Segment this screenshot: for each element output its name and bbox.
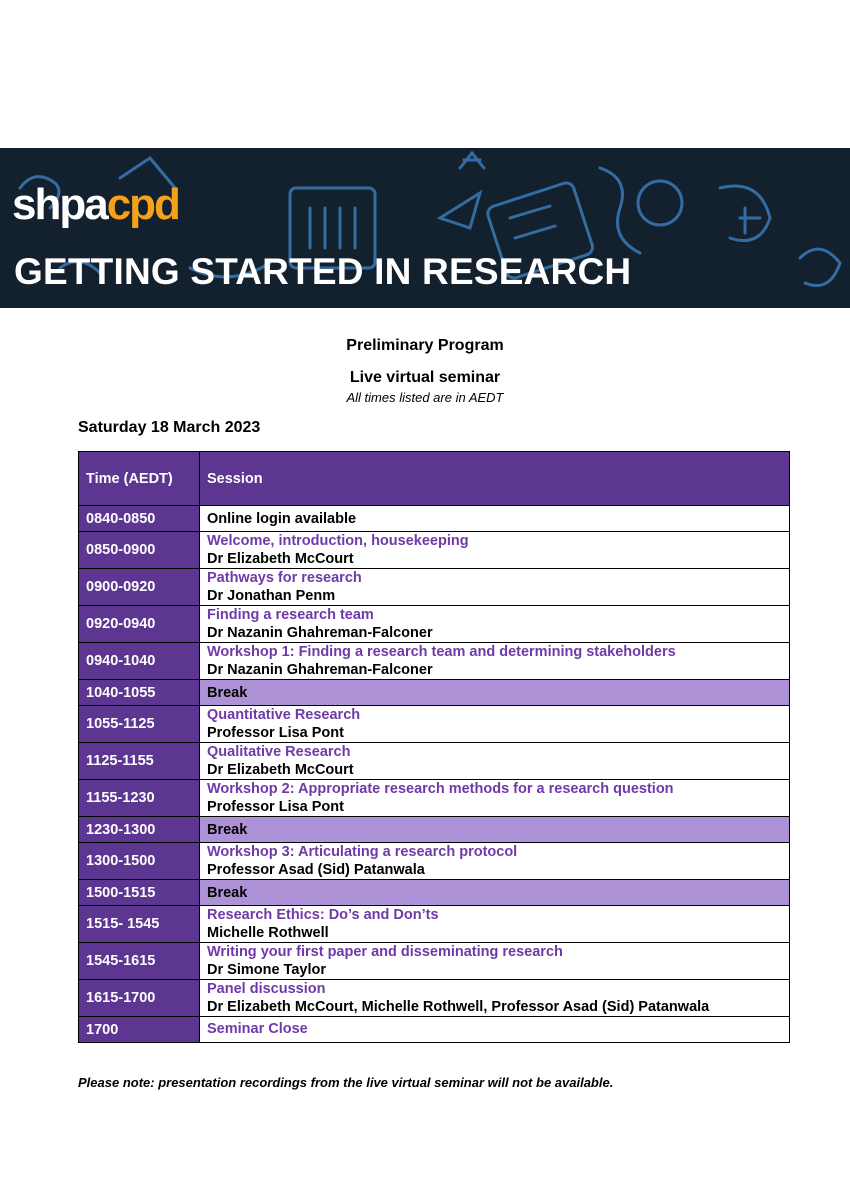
table-row xyxy=(79,980,790,1017)
session-time: 1155-1230 xyxy=(79,780,200,817)
logo-text-cpd: cpd xyxy=(106,180,179,229)
session-title: Workshop 1: Finding a research team and determining stakeholders xyxy=(207,643,676,660)
session-title: Finding a research team xyxy=(207,606,374,623)
program-title: Preliminary Program xyxy=(346,337,504,354)
table-header-row xyxy=(79,452,790,506)
session-time: 0940-1040 xyxy=(79,643,200,680)
table-row xyxy=(79,532,790,569)
session-cell xyxy=(200,906,790,943)
session-time: 1500-1515 xyxy=(79,880,200,906)
session-title: Welcome, introduction, housekeeping xyxy=(207,532,469,549)
session-speaker: Dr Nazanin Ghahreman-Falconer xyxy=(207,624,433,641)
table-row xyxy=(79,943,790,980)
seminar-format: Live virtual seminar xyxy=(349,369,501,386)
session-cell xyxy=(200,606,790,643)
session-title: Panel discussion xyxy=(207,980,326,997)
table-row xyxy=(79,743,790,780)
session-cell xyxy=(200,743,790,780)
session-time: 1125-1155 xyxy=(79,743,200,780)
session-cell xyxy=(200,780,790,817)
session-cell xyxy=(200,1017,790,1043)
table-row xyxy=(79,880,790,906)
column-header-time: Time (AEDT) xyxy=(79,452,200,506)
session-time: 1230-1300 xyxy=(79,817,200,843)
session-speaker: Dr Jonathan Penm xyxy=(207,587,336,604)
session-cell xyxy=(200,706,790,743)
shpacpd-logo xyxy=(12,180,179,230)
session-cell xyxy=(200,943,790,980)
timezone-note: All times listed are in AEDT xyxy=(346,390,504,405)
program-table-body xyxy=(79,506,790,1043)
break-label: Break xyxy=(200,880,790,906)
session-title: Quantitative Research xyxy=(207,706,361,723)
session-cell xyxy=(200,980,790,1017)
session-time: 1545-1615 xyxy=(79,943,200,980)
session-title: Pathways for research xyxy=(207,569,362,586)
session-speaker: Professor Lisa Pont xyxy=(207,798,344,815)
event-date: Saturday 18 March 2023 xyxy=(78,419,261,436)
session-time: 1615-1700 xyxy=(79,980,200,1017)
table-row xyxy=(79,643,790,680)
session-time: 1055-1125 xyxy=(79,706,200,743)
session-time: 1515- 1545 xyxy=(79,906,200,943)
session-speaker: Dr Elizabeth McCourt, Michelle Rothwell, Professor Asad (Sid) Patanwala xyxy=(207,998,710,1015)
session-speaker: Professor Lisa Pont xyxy=(207,724,344,741)
session-cell xyxy=(200,532,790,569)
session-cell xyxy=(200,569,790,606)
table-row xyxy=(79,680,790,706)
session-speaker: Professor Asad (Sid) Patanwala xyxy=(207,861,425,878)
session-time: 0840-0850 xyxy=(79,506,200,532)
banner-headline: GETTING STARTED IN RESEARCH xyxy=(14,251,632,292)
session-cell xyxy=(200,843,790,880)
column-header-session: Session xyxy=(200,452,790,506)
session-speaker: Michelle Rothwell xyxy=(207,924,329,941)
session-speaker: Dr Simone Taylor xyxy=(207,961,326,978)
table-row xyxy=(79,569,790,606)
table-row xyxy=(79,1017,790,1043)
session-title: Seminar Close xyxy=(207,1021,308,1037)
session-speaker: Dr Elizabeth McCourt xyxy=(207,550,354,567)
session-cell xyxy=(200,643,790,680)
footer-note: Please note: presentation recordings from the live virtual seminar will not be available. xyxy=(78,1075,614,1090)
session-title: Workshop 3: Articulating a research protocol xyxy=(207,843,518,860)
session-speaker: Dr Nazanin Ghahreman-Falconer xyxy=(207,661,433,678)
session-time: 1040-1055 xyxy=(79,680,200,706)
logo-text-shpa: shpa xyxy=(12,180,107,229)
table-row xyxy=(79,817,790,843)
session-title: Qualitative Research xyxy=(207,743,351,760)
session-time: 1700 xyxy=(79,1017,200,1043)
table-row xyxy=(79,906,790,943)
session-time: 1300-1500 xyxy=(79,843,200,880)
table-row xyxy=(79,606,790,643)
session-time: 0900-0920 xyxy=(79,569,200,606)
table-row xyxy=(79,506,790,532)
session-speaker: Dr Elizabeth McCourt xyxy=(207,761,354,778)
table-row xyxy=(79,706,790,743)
session-time: 0920-0940 xyxy=(79,606,200,643)
session-title: Workshop 2: Appropriate research methods for a research question xyxy=(207,780,674,797)
session-time: 0850-0900 xyxy=(79,532,200,569)
program-table xyxy=(78,451,790,1043)
session-title: Research Ethics: Do’s and Don’ts xyxy=(207,906,439,923)
session-text: Online login available xyxy=(200,506,790,532)
session-title: Writing your first paper and disseminating research xyxy=(207,943,563,960)
break-label: Break xyxy=(200,817,790,843)
table-row xyxy=(79,780,790,817)
table-row xyxy=(79,843,790,880)
break-label: Break xyxy=(200,680,790,706)
